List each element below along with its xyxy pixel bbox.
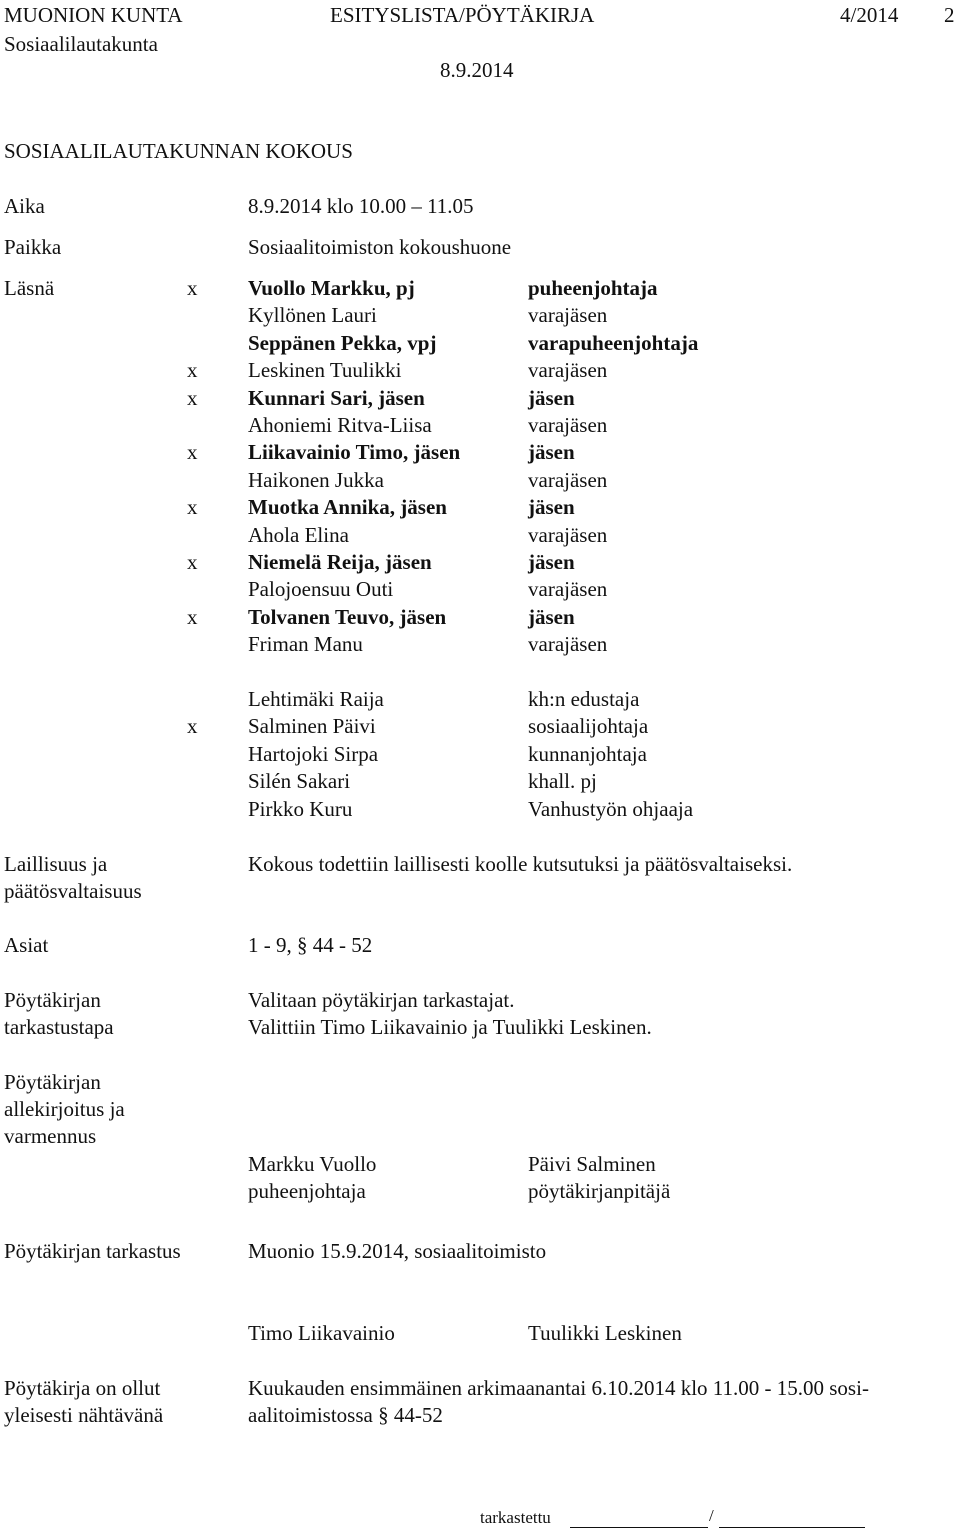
- attendee-name: Friman Manu: [248, 632, 363, 657]
- checked-signature-line-2: [719, 1527, 865, 1528]
- other-attendee-role: kunnanjohtaja: [528, 741, 647, 766]
- attendee-name: Palojoensuu Outi: [248, 577, 394, 602]
- attendee-role: jäsen: [528, 495, 575, 520]
- attendee-role: jäsen: [528, 550, 575, 574]
- checked-label: tarkastettu: [480, 1508, 551, 1527]
- attendee-role: varajäsen: [528, 577, 608, 602]
- meeting-title: SOSIAALILAUTAKUNNAN KOKOUS: [4, 139, 353, 163]
- attendee-role: jäsen: [528, 385, 575, 410]
- attendee-name: Haikonen Jukka: [248, 467, 384, 492]
- signer2-role: pöytäkirjanpitäjä: [528, 1179, 671, 1203]
- tarkastustapa-text-line1: Valitaan pöytäkirjan tarkastajat.: [248, 988, 515, 1012]
- inspector1-name: Timo Liikavainio: [248, 1321, 395, 1345]
- other-attendee-role: sosiaalijohtaja: [528, 714, 649, 739]
- attendee-mark: x: [187, 276, 198, 300]
- other-attendee-name: Hartojoki Sirpa: [248, 741, 379, 766]
- checked-signature-line-1: [570, 1527, 708, 1528]
- tarkastus-place-date: Muonio 15.9.2014, sosiaalitoimisto: [248, 1239, 547, 1263]
- board-name: Sosiaalilautakunta: [4, 32, 158, 56]
- paikka-label: Paikka: [4, 235, 62, 259]
- page-number: 2: [944, 3, 955, 27]
- other-attendee-role: Vanhustyön ohjaaja: [528, 796, 694, 821]
- attendee-mark: x: [187, 358, 198, 383]
- document-number: 4/2014: [840, 3, 899, 27]
- aika-value: 8.9.2014 klo 10.00 – 11.05: [248, 194, 474, 218]
- other-attendee-name: Lehtimäki Raija: [248, 687, 384, 711]
- nahtavana-text-line1: Kuukauden ensimmäinen arkimaanantai 6.10.2014 klo 11.00 - 15.00 sosi-: [248, 1376, 869, 1400]
- attendee-name: Leskinen Tuulikki: [248, 358, 402, 383]
- nahtavana-label-line2: yleisesti nähtävänä: [4, 1403, 164, 1427]
- attendee-role: varajäsen: [528, 467, 608, 492]
- attendee-role: varajäsen: [528, 413, 608, 437]
- document-type: ESITYSLISTA/PÖYTÄKIRJA: [330, 3, 595, 27]
- lasna-label: Läsnä: [4, 276, 55, 300]
- other-attendee-mark: x: [187, 714, 198, 739]
- asiat-value: 1 - 9, § 44 - 52: [248, 933, 373, 957]
- tarkastus-label: Pöytäkirjan tarkastus: [4, 1239, 181, 1263]
- allekirjoitus-label-line1: Pöytäkirjan: [4, 1070, 101, 1094]
- attendee-name: Kunnari Sari, jäsen: [248, 385, 425, 410]
- attendee-role: varajäsen: [528, 303, 608, 328]
- attendee-mark: x: [187, 604, 198, 629]
- attendee-name: Ahoniemi Ritva-Liisa: [248, 413, 432, 437]
- signer2-name: Päivi Salminen: [528, 1152, 656, 1176]
- attendee-name: Ahola Elina: [248, 522, 349, 547]
- aika-label: Aika: [4, 194, 45, 218]
- signer1-role: puheenjohtaja: [248, 1179, 366, 1203]
- other-attendee-name: Salminen Päivi: [248, 714, 376, 739]
- tarkastustapa-label-line1: Pöytäkirjan: [4, 988, 101, 1012]
- header-date: 8.9.2014: [440, 58, 514, 82]
- tarkastustapa-label-line2: tarkastustapa: [4, 1015, 114, 1039]
- attendee-role: jäsen: [528, 440, 575, 465]
- attendee-mark: x: [187, 440, 198, 465]
- attendee-name: Kyllönen Lauri: [248, 303, 377, 328]
- municipality-name: MUONION KUNTA: [4, 3, 183, 27]
- inspector2-name: Tuulikki Leskinen: [528, 1321, 682, 1345]
- attendee-role: varajäsen: [528, 522, 608, 547]
- attendee-role: varajäsen: [528, 632, 608, 657]
- attendee-mark: x: [187, 495, 198, 520]
- allekirjoitus-label-line2: allekirjoitus ja: [4, 1097, 125, 1121]
- attendee-role: varapuheenjohtaja: [528, 330, 699, 355]
- attendee-name: Vuollo Markku, pj: [248, 276, 415, 300]
- attendee-mark: x: [187, 550, 198, 574]
- other-attendee-name: Pirkko Kuru: [248, 796, 353, 821]
- nahtavana-text-line2: aalitoimistossa § 44-52: [248, 1403, 443, 1427]
- attendee-role: puheenjohtaja: [528, 276, 658, 300]
- tarkastustapa-text-line2: Valittiin Timo Liikavainio ja Tuulikki Leskinen.: [248, 1015, 652, 1039]
- attendee-name: Niemelä Reija, jäsen: [248, 550, 432, 574]
- laillisuus-label-line1: Laillisuus ja: [4, 852, 108, 876]
- other-attendee-role: khall. pj: [528, 769, 597, 794]
- attendee-name: Liikavainio Timo, jäsen: [248, 440, 461, 465]
- asiat-label: Asiat: [4, 933, 49, 957]
- other-attendee-name: Silén Sakari: [248, 769, 351, 794]
- attendee-name: Seppänen Pekka, vpj: [248, 330, 437, 355]
- laillisuus-text: Kokous todettiin laillisesti koolle kutsutuksi ja päätösvaltaiseksi.: [248, 852, 793, 876]
- laillisuus-label-line2: päätösvaltaisuus: [4, 879, 142, 903]
- checked-separator: /: [709, 1506, 714, 1525]
- attendee-role: varajäsen: [528, 358, 608, 383]
- other-attendee-role: kh:n edustaja: [528, 687, 640, 711]
- attendee-role: jäsen: [528, 604, 575, 629]
- attendee-mark: x: [187, 385, 198, 410]
- nahtavana-label-line1: Pöytäkirja on ollut: [4, 1376, 161, 1400]
- paikka-value: Sosiaalitoimiston kokoushuone: [248, 235, 512, 259]
- attendee-name: Muotka Annika, jäsen: [248, 495, 447, 520]
- signer1-name: Markku Vuollo: [248, 1152, 377, 1176]
- attendee-name: Tolvanen Teuvo, jäsen: [248, 604, 447, 629]
- allekirjoitus-label-line3: varmennus: [4, 1124, 97, 1148]
